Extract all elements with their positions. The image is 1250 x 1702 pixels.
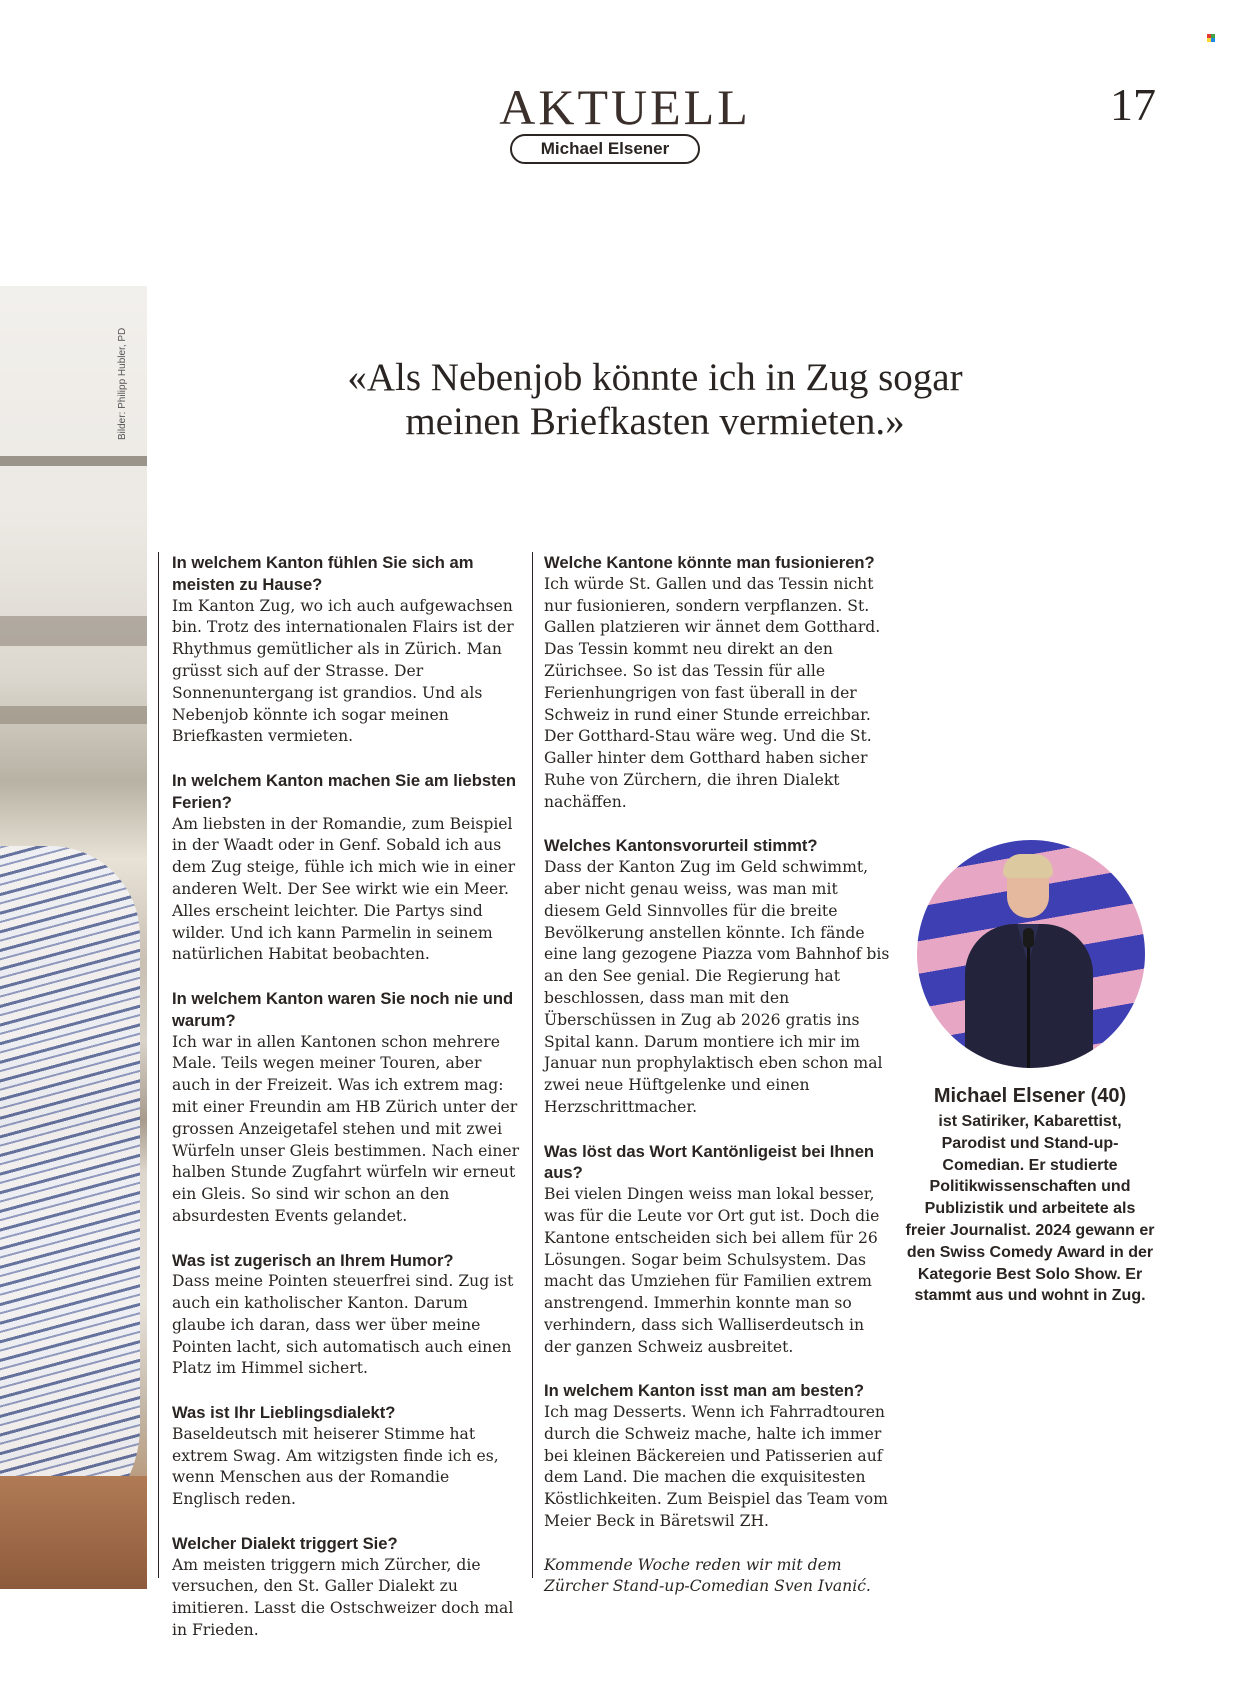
interview-answer: Dass meine Pointen steuerfrei sind. Zug ist auch ein katholischer Kanton. Darum glaube ich daran, dass wer über meine Pointen lacht, sich automatisch auch einen Platz im Himmel sichert.: [172, 1272, 514, 1378]
interview-question: Welches Kantonsvorurteil stimmt?: [544, 836, 818, 856]
microphone-icon: [1023, 928, 1034, 948]
bio-box: [905, 1083, 1155, 1307]
cover-photo: [0, 286, 147, 1589]
hair: [1003, 854, 1053, 878]
pull-quote-line: «Als Nebenjob könnte ich in Zug sogar: [347, 356, 963, 399]
interview-question: Was löst das Wort Kantönligeist bei Ihnen aus?: [544, 1141, 875, 1183]
interview-column-middle: [544, 552, 894, 1598]
interview-answer: Ich würde St. Gallen und das Tessin nicht nur fusionieren, sondern verpflanzen. St. Gallen platzieren wir ännet dem Gotthard. Das Tessin kommt neu direkt an den Zürichsee. So ist das Tessin für alle Ferienhungrigen von fast überall in der Schweiz in rund einer Stunde erreichbar. Der Gotthard-Stau wäre weg. Und die St. Galler hinter dem Gotthard haben sicher Ruhe von Zürchern, die ihren Dialekt nachäffen.: [544, 574, 881, 811]
interview-answer: Ich war in allen Kantonen schon mehrere Male. Teils wegen meiner Touren, aber auch in der Freizeit. Was ich extrem mag: mit einer Freundin am HB Zürich unter der grossen Anzeigetafel stehen und mit zwei Würfeln unser Gleis bestimmen. Nach einer halben Stunde Zugfahrt würfeln wir erneut ein Gleis. So sind wir schon an den absurdesten Events gelandet.: [172, 1032, 520, 1225]
page-number: 17: [1110, 79, 1156, 130]
interview-question: In welchem Kanton waren Sie noch nie und warum?: [172, 988, 514, 1030]
interview-answer: Am liebsten in der Romandie, zum Beispiel in der Waadt oder in Genf. Sobald ich aus dem Zug steige, fühle ich mich wie in einer anderen Welt. Der See wirkt wie ein Meer. Alles erscheint leichter. Die Partys sind wilder. Und ich kann Parmelin in seinem natürlichen Habitat beobachten.: [172, 814, 516, 964]
interview-question: Was ist Ihr Lieblingsdialekt?: [172, 1403, 396, 1423]
bio-name: Michael Elsener (40): [933, 1085, 1127, 1107]
interview-answer: Im Kanton Zug, wo ich auch aufgewachsen bin. Trotz des internationalen Flairs ist der Rhythmus gemütlicher als in Zürich. Man grüsst sich auf der Strasse. Der Sonnenuntergang ist grandios. Und als Nebenjob könnte ich sogar meinen Briefkasten vermieten.: [172, 596, 514, 746]
photo-credit: Bilder: Philipp Hubler, PD: [117, 327, 128, 440]
column-rule-left: [158, 552, 159, 1578]
interview-question: Welche Kantone könnte man fusionieren?: [544, 553, 875, 572]
interview-answer: Bei vielen Dingen weiss man lokal besser, was für die Leute vor Ort gut ist. Doch die Kantone entscheiden sich bei allem für 26 Lösungen. Sogar beim Schulsystem. Das macht das Umziehen für Familien extrem anstrengend. Immerhin konnte man so verhindern, dass sich Walliserdeutsch in der ganzen Schweiz ausbreitet.: [544, 1185, 880, 1356]
interview-question: Welcher Dialekt triggert Sie?: [172, 1533, 398, 1553]
color-registration-mark: [1207, 34, 1215, 42]
interview-answer: Dass der Kanton Zug im Geld schwimmt, aber nicht genau weiss, was man mit diesem Geld Sinnvolles für die breite Bevölkerung anstellen könnte. Ich fände eine lang gezogene Piazza vom Bahnhof bis an den See genial. Die Regierung hat beschlossen, dass man mit den Überschüssen in Zug ab 2026 gratis ins Spital kann. Darum montiere ich mir im Januar nun prophylaktisch eben schon mal zwei neue Hüftgelenke und einen Herzschrittmacher.: [544, 858, 890, 1116]
interview-question: Was ist zugerisch an Ihrem Humor?: [172, 1250, 454, 1270]
interview-answer: Ich mag Desserts. Wenn ich Fahrradtouren durch die Schweiz mache, halte ich immer bei kleinen Bäckereien und Patisserien auf dem Land. Die machen die exquisitesten Köstlichkeiten. Zum Beispiel das Team vom Meier Beck in Bäretswil ZH.: [544, 1403, 888, 1531]
next-week-teaser: Kommende Woche reden wir mit dem Zürcher Stand-up-Comedian Sven Ivanić.: [544, 1555, 871, 1596]
interview-question: In welchem Kanton fühlen Sie sich am meisten zu Hause?: [172, 553, 474, 594]
interview-question: In welchem Kanton isst man am besten?: [544, 1381, 864, 1401]
interview-column-left: [172, 552, 522, 1642]
striped-shirt: [0, 846, 140, 1546]
pull-quote-line: meinen Briefkasten vermieten.»: [405, 400, 905, 443]
bio-text: ist Satiriker, Kabarettist, Parodist und Stand-up-Comedian. Er studierte Politikwissenschaften und Publizistik und arbeitete als freier Journalist. 2024 gewann er den Swiss Comedy Award in der Kategorie Best Solo Show. Er stammt aus und wohnt in Zug.: [905, 1113, 1155, 1305]
portrait-photo: [917, 840, 1145, 1068]
wooden-table: [0, 1476, 147, 1589]
microphone-stand: [1027, 938, 1030, 1068]
interview-answer: Am meisten triggern mich Zürcher, die versuchen, den St. Galler Dialekt zu imitieren. Lasst die Ostschweizer doch mal in Frieden.: [172, 1555, 514, 1640]
section-title: AKTUELL: [499, 79, 751, 135]
column-rule-middle: [532, 552, 533, 1578]
pull-quote: [270, 356, 1040, 444]
interview-answer: Baseldeutsch mit heiserer Stimme hat extrem Swag. Am witzigsten finde ich es, wenn Menschen aus der Romandie Englisch reden.: [172, 1424, 499, 1509]
author-tag: Michael Elsener: [510, 134, 700, 164]
interview-question: In welchem Kanton machen Sie am liebsten Ferien?: [172, 770, 516, 812]
